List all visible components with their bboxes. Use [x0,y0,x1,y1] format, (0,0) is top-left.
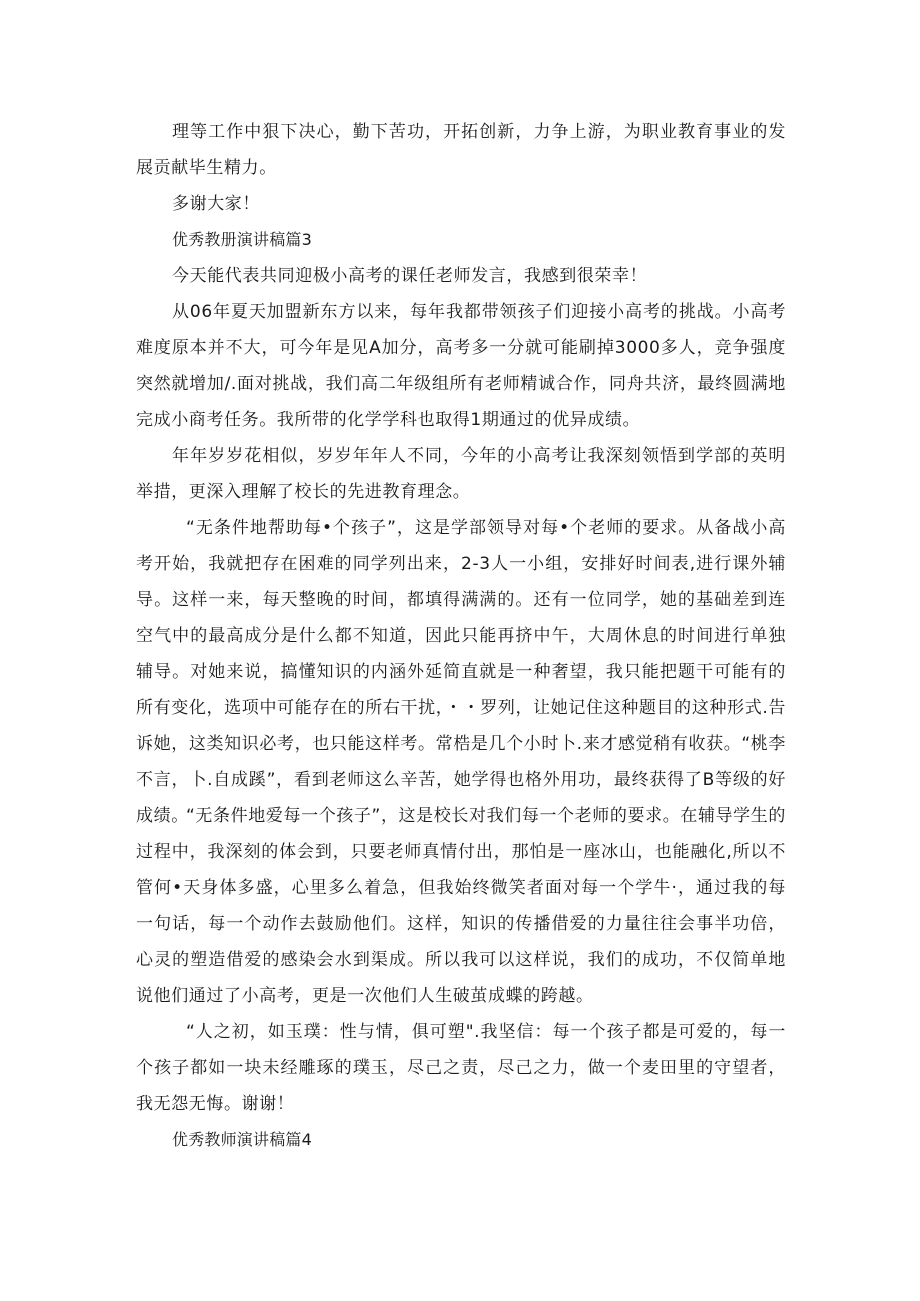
heading-text: 优秀教册演讲稿篇3 [172,230,312,249]
paragraph-text: 理等工作中狠下决心，勤下苦功，开拓创新，力争上游，为职业教育事业的发展贡献毕生精力。 [136,122,786,178]
paragraph-help-every-child [136,510,786,834]
paragraph-opening [136,258,786,294]
paragraph-insight [136,438,786,510]
paragraph-thanks [136,186,786,222]
paragraph-text: 从06年夏天加盟新东方以来，每年我都带领孩子们迎接小高考的挑战。小高考难度原本并不大，可今年是见A加分，高考多一分就可能刷掉3000多人，竞争强度突然就增加/.面对挑战，我们高二年级组所有老师精诚合作，同舟共济，最终圆满地完成小商考任务。我所带的化学学科也取得1期通过的优异成绩。 [136,302,786,430]
section-heading-4 [136,1122,786,1158]
paragraph-text: “无条件地帮助每•个孩子”，这是学部领导对每•个老师的要求。从备战小高考开始，我就把存在困难的同学列出来，2-3人一小组，安排好时间表,进行课外辅导。这样一来，每天整晚的时间，都填得满满的。还有一位同学，她的基础差到连空气中的最高成分是什么都不知道，因此只能再挤中午，大周休息的时间进行单独辅导。对她来说，搞懂知识的内涵外延简直就是一种奢望，我只能把题干可能有的所有变化，选项中可能存在的所右干扰，・・罗列，让她记住这种题目的这种形式.告诉她，这类知识必考，也只能这样考。常梏是几个小时卜.来才感觉稍有收获。“桃李不言，卜.自成蹊”，看到老师这么辛苦，她学得也格外用功，最终获得了B等级的好成绩。 [136,518,786,826]
paragraph-closing-pledge [136,114,786,186]
paragraph-challenge [136,294,786,438]
paragraph-text: “人之初，如玉璞：性与情，俱可塑".我坚信：每一个孩子都是可爱的，每一个孩子都如一块未经雕琢的璞玉，尽己之责，尽己之力，做一个麦田里的守望者，我无怨无悔。谢谢！ [136,1022,786,1114]
paragraph-love-every-child [136,798,786,1014]
paragraph-text: 年年岁岁花相似，岁岁年年人不同，今年的小高考让我深刻领悟到学部的英明举措，更深入理解了校长的先进教育理念。 [136,446,786,502]
heading-text: 优秀教师演讲稿篇4 [172,1130,312,1149]
section-heading-3 [136,222,786,258]
paragraph-conclusion [136,1014,786,1122]
paragraph-text: “无条件地爱每一个孩子”，这是校长对我们每一个老师的要求。在辅导学生的过程中，我深刻的体会到，只要老师真情付出，那怕是一座冰山，也能融化,所以不管何•天身体多盛，心里多么着急，但我始终微笑者面对每一个学牛·，通过我的每一句话，每一个动作去鼓励他们。这样，知识的传播借爱的力量往往会事半功倍，心灵的塑造借爱的感染会水到渠成。所以我可以这样说，我们的成功，不仅简单地说他们通过了小高考，更是一次他们人生破茧成蝶的跨越。 [136,806,786,1006]
paragraph-text: 今天能代表共同迎极小高考的课任老师发言，我感到很荣幸！ [172,266,648,286]
paragraph-text: 多谢大家！ [172,194,260,214]
